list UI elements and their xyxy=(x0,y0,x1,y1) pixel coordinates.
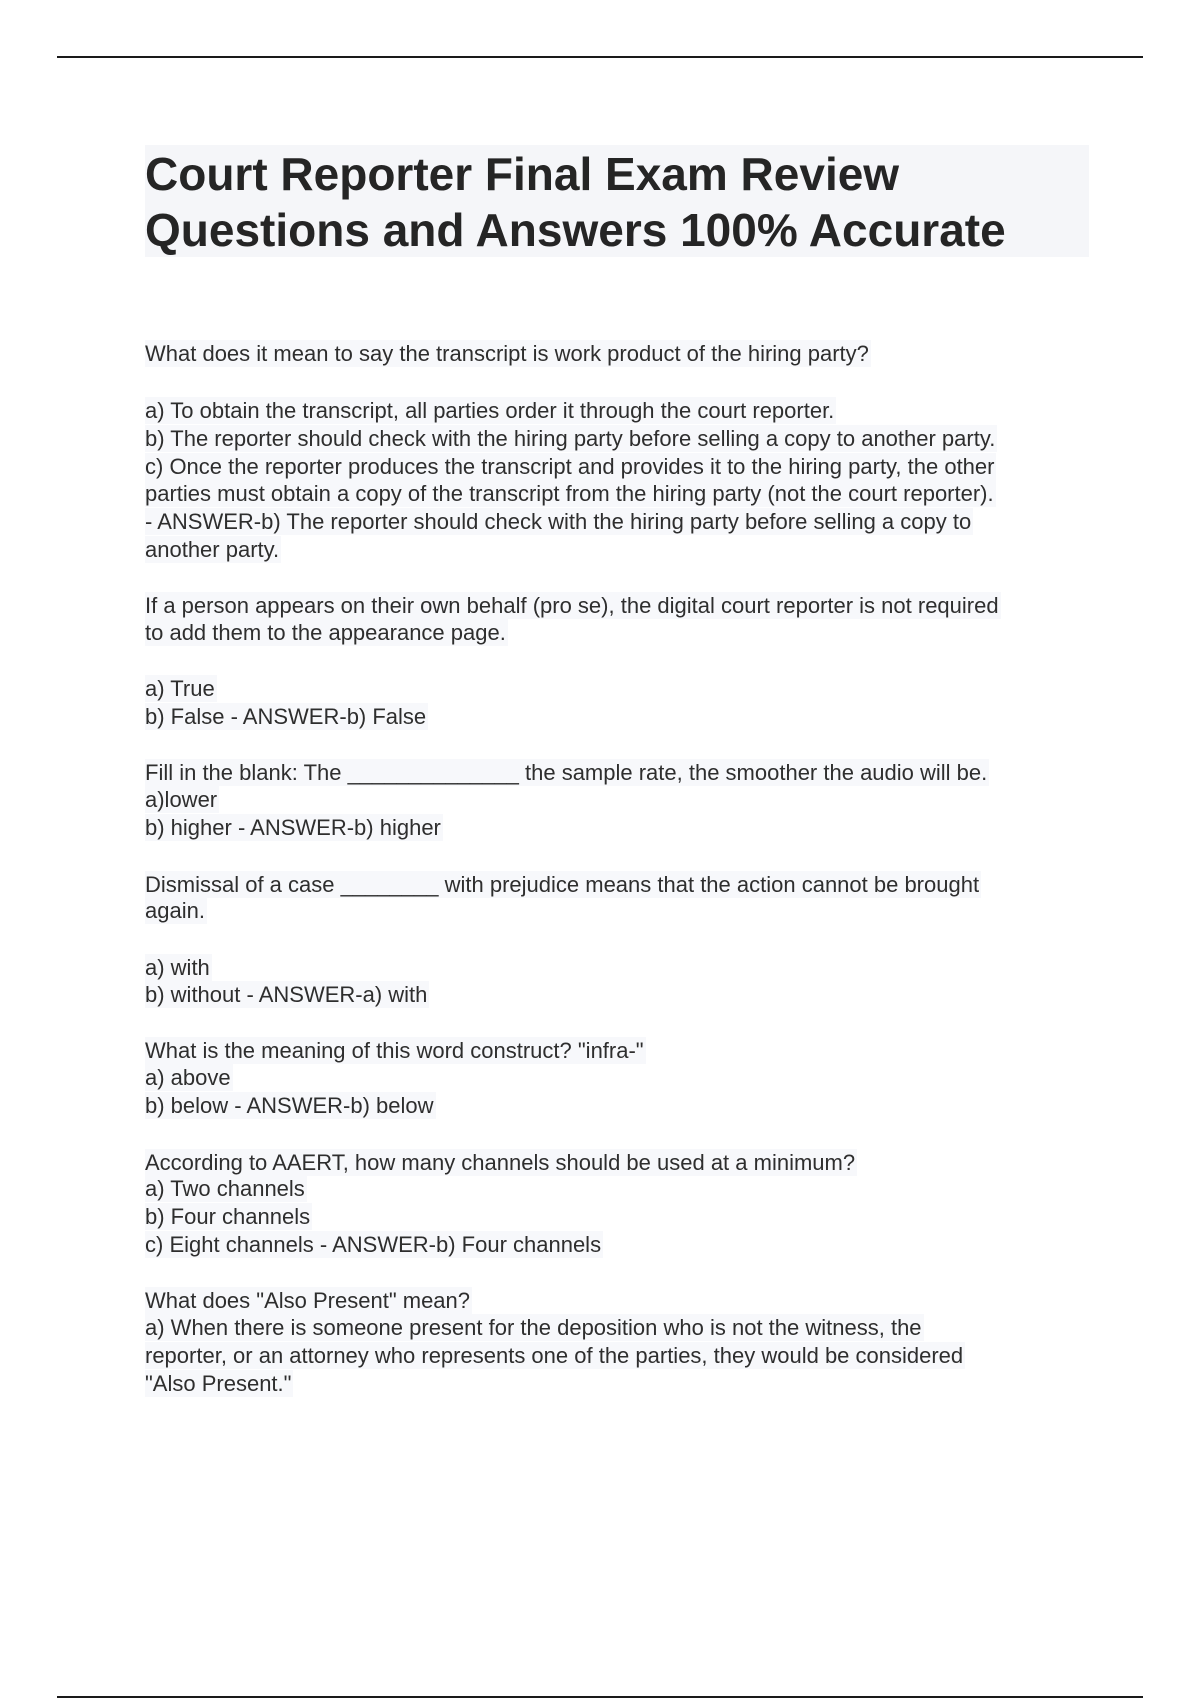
question-line: What does "Also Present" mean? xyxy=(145,1288,471,1313)
option-line: a) When there is someone present for the deposition who is not the witness, the xyxy=(145,1315,922,1340)
option-line: b) The reporter should check with the hiring party before selling a copy to another party. xyxy=(145,426,996,451)
option-line: reporter, or an attorney who represents one of the parties, they would be considered xyxy=(145,1343,964,1368)
document-title xyxy=(145,145,1089,257)
answer-line: - ANSWER-b) The reporter should check with the hiring party before selling a copy to xyxy=(145,509,972,534)
question-line: If a person appears on their own behalf (pro se), the digital court reporter is not required xyxy=(145,593,999,618)
title-line-1: Court Reporter Final Exam Review xyxy=(145,148,900,200)
option-line: c) Once the reporter produces the transcript and provides it to the hiring party, the other xyxy=(145,454,995,479)
answer-line: another party. xyxy=(145,537,280,562)
question-line: What is the meaning of this word construct? "infra-" xyxy=(145,1038,644,1063)
answer-line: c) Eight channels - ANSWER-b) Four channels xyxy=(145,1232,602,1257)
question-line: Dismissal of a case ________ with prejudice means that the action cannot be brought xyxy=(145,872,980,897)
option-line: a) True xyxy=(145,676,215,701)
question-line: to add them to the appearance page. xyxy=(145,620,506,645)
option-line: a) Two channels xyxy=(145,1176,305,1201)
answer-line: b) False - ANSWER-b) False xyxy=(145,704,427,729)
question-line: What does it mean to say the transcript is work product of the hiring party? xyxy=(145,341,869,366)
option-line: a) To obtain the transcript, all parties order it through the court reporter. xyxy=(145,398,835,423)
option-line: a) with xyxy=(145,955,210,980)
option-line: b) Four channels xyxy=(145,1204,311,1229)
answer-line: b) higher - ANSWER-b) higher xyxy=(145,815,441,840)
question-line: Fill in the blank: The ______________ the sample rate, the smoother the audio will be. xyxy=(145,760,988,785)
option-line: a)lower xyxy=(145,787,218,812)
answer-line: b) without - ANSWER-a) with xyxy=(145,982,428,1007)
bottom-rule xyxy=(57,1696,1143,1698)
option-line: parties must obtain a copy of the transcript from the hiring party (not the court reporter). xyxy=(145,481,994,506)
question-line: According to AAERT, how many channels should be used at a minimum? xyxy=(145,1150,856,1175)
option-line: "Also Present." xyxy=(145,1371,292,1396)
option-line: a) above xyxy=(145,1065,231,1090)
answer-line: b) below - ANSWER-b) below xyxy=(145,1093,434,1118)
top-rule xyxy=(57,56,1143,58)
title-line-2: Questions and Answers 100% Accurate xyxy=(145,204,1006,256)
question-line: again. xyxy=(145,898,205,923)
